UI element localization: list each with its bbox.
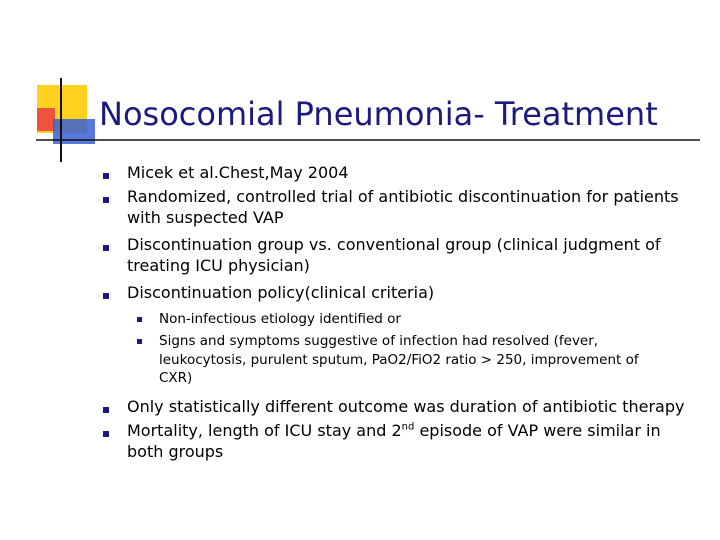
bullet-item-5-text: Only statistically different outcome was duration of antibiotic therapy <box>127 397 685 416</box>
bullet-item-1-text: Micek et al.Chest,May 2004 <box>127 163 349 182</box>
sub-bullet-item-2 <box>159 332 679 388</box>
sub-bullet-item-2-line-3: CXR) <box>159 370 193 386</box>
bullet-marker <box>103 245 109 251</box>
bullet-item-4-text: Discontinuation policy(clinical criteria) <box>127 283 435 302</box>
bullet-item-5 <box>127 396 687 417</box>
bullet-item-6-text-post: episode of VAP were similar in <box>414 421 661 440</box>
bullet-item-6-superscript: nd <box>401 421 415 433</box>
bullet-item-1 <box>127 162 687 183</box>
bullet-item-6-text-pre: Mortality, length of ICU stay and 2 <box>127 421 402 440</box>
sub-bullet-item-2-line-2: leukocytosis, purulent sputum, PaO2/FiO2 ratio > 250, improvement of <box>159 351 639 368</box>
bullet-item-6-line-2: both groups <box>127 442 224 461</box>
bullet-item-3-line-1: Discontinuation group vs. conventional group (clinical judgment of <box>127 235 661 254</box>
bullet-marker <box>103 173 109 179</box>
bullet-item-4 <box>127 282 687 303</box>
sub-bullet-item-1 <box>159 310 679 329</box>
red-square <box>37 108 55 131</box>
bullet-marker <box>103 197 109 203</box>
bullet-marker <box>103 431 109 437</box>
bullet-item-6 <box>127 420 687 462</box>
slide-title: Nosocomial Pneumonia- Treatment <box>99 95 658 133</box>
sub-bullet-marker <box>137 317 142 322</box>
bullet-item-2-line-1: Randomized, controlled trial of antibiotic discontinuation for patients <box>127 187 679 206</box>
bullet-marker <box>103 407 109 413</box>
sub-bullet-marker <box>137 339 142 344</box>
bullet-item-2 <box>127 186 687 228</box>
sub-bullet-item-2-line-1: Signs and symptoms suggestive of infection had resolved (fever, <box>159 333 599 349</box>
bullet-item-3-line-2: treating ICU physician) <box>127 256 310 275</box>
bullet-item-6-line-1 <box>127 420 687 441</box>
bullet-item-2-line-2: with suspected VAP <box>127 208 284 227</box>
bullet-item-3 <box>127 234 687 276</box>
bullet-marker <box>103 293 109 299</box>
sub-bullet-item-1-text: Non-infectious etiology identified or <box>159 311 401 327</box>
